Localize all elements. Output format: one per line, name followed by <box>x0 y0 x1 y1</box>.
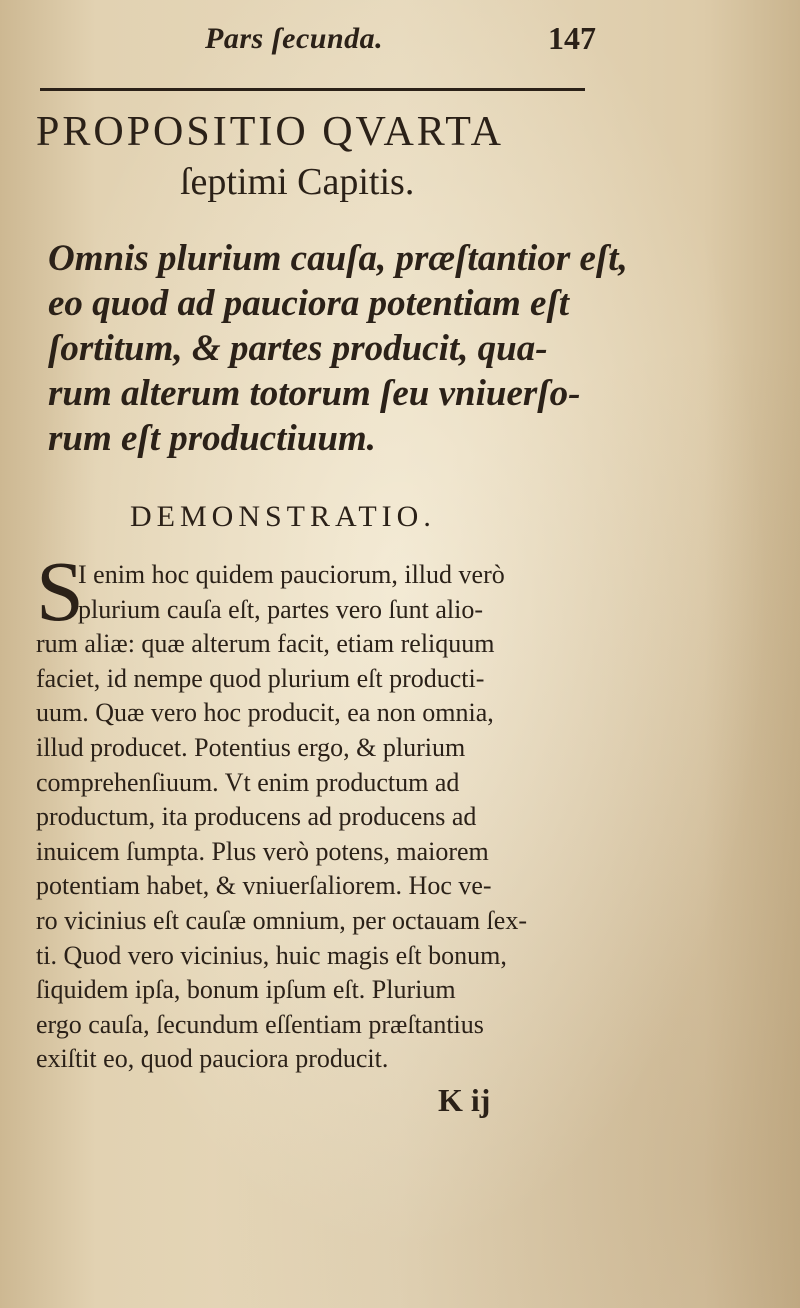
body-line: ro vicinius eſt cauſæ omnium, per octauam ſex- <box>36 905 527 935</box>
body-line: productum, ita producens ad producens ad <box>36 802 477 832</box>
enunciation-line: ſortitum, & partes producit, qua- <box>48 328 548 369</box>
body-line: I enim hoc quidem pauciorum, illud verò <box>78 560 505 589</box>
proposition-enunciation <box>48 236 628 461</box>
enunciation-line: rum eſt productiuum. <box>48 418 376 459</box>
body-line: potentiam habet, & vniuerſaliorem. Hoc ve- <box>36 871 492 901</box>
body-line: exiſtit eo, quod pauciora producit. <box>36 1044 389 1074</box>
drop-cap-initial: S <box>36 543 84 639</box>
enunciation-line: eo quod ad pauciora potentiam eſt <box>48 283 570 324</box>
body-line: ſiquidem ipſa, bonum ipſum eſt. Plurium <box>36 975 456 1005</box>
header-rule <box>40 88 585 91</box>
signature-mark: K ij <box>438 1082 491 1118</box>
body-line: faciet, id nempe quod plurium eſt producti- <box>36 663 485 693</box>
body-line: illud producet. Potentius ergo, & plurium <box>36 732 466 762</box>
proposition-subtitle: ſeptimi Capitis. <box>180 161 415 203</box>
body-line: inuicem ſumpta. Plus verò potens, maiorem <box>36 836 489 866</box>
body-line: plurium cauſa eſt, partes vero ſunt alio- <box>78 594 484 624</box>
demonstration-body <box>36 558 626 1077</box>
page-number: 147 <box>548 20 596 56</box>
body-line: ti. Quod vero vicinius, huic magis eſt bonum, <box>36 940 507 970</box>
running-head: Pars ſecunda. <box>205 22 384 55</box>
body-line: comprehenſiuum. Vt enim productum ad <box>36 767 460 797</box>
enunciation-line: Omnis plurium cauſa, præſtantior eſt, <box>48 238 628 279</box>
body-line: rum aliæ: quæ alterum facit, etiam reliquum <box>36 629 495 659</box>
demonstration-heading: DEMONSTRATIO. <box>130 500 436 533</box>
enunciation-line: rum alterum totorum ſeu vniuerſo- <box>48 373 581 414</box>
body-line: ergo cauſa, ſecundum eſſentiam præſtantius <box>36 1009 484 1039</box>
proposition-title: PROPOSITIO QVARTA <box>36 109 504 155</box>
body-line: uum. Quæ vero hoc producit, ea non omnia, <box>36 698 494 728</box>
